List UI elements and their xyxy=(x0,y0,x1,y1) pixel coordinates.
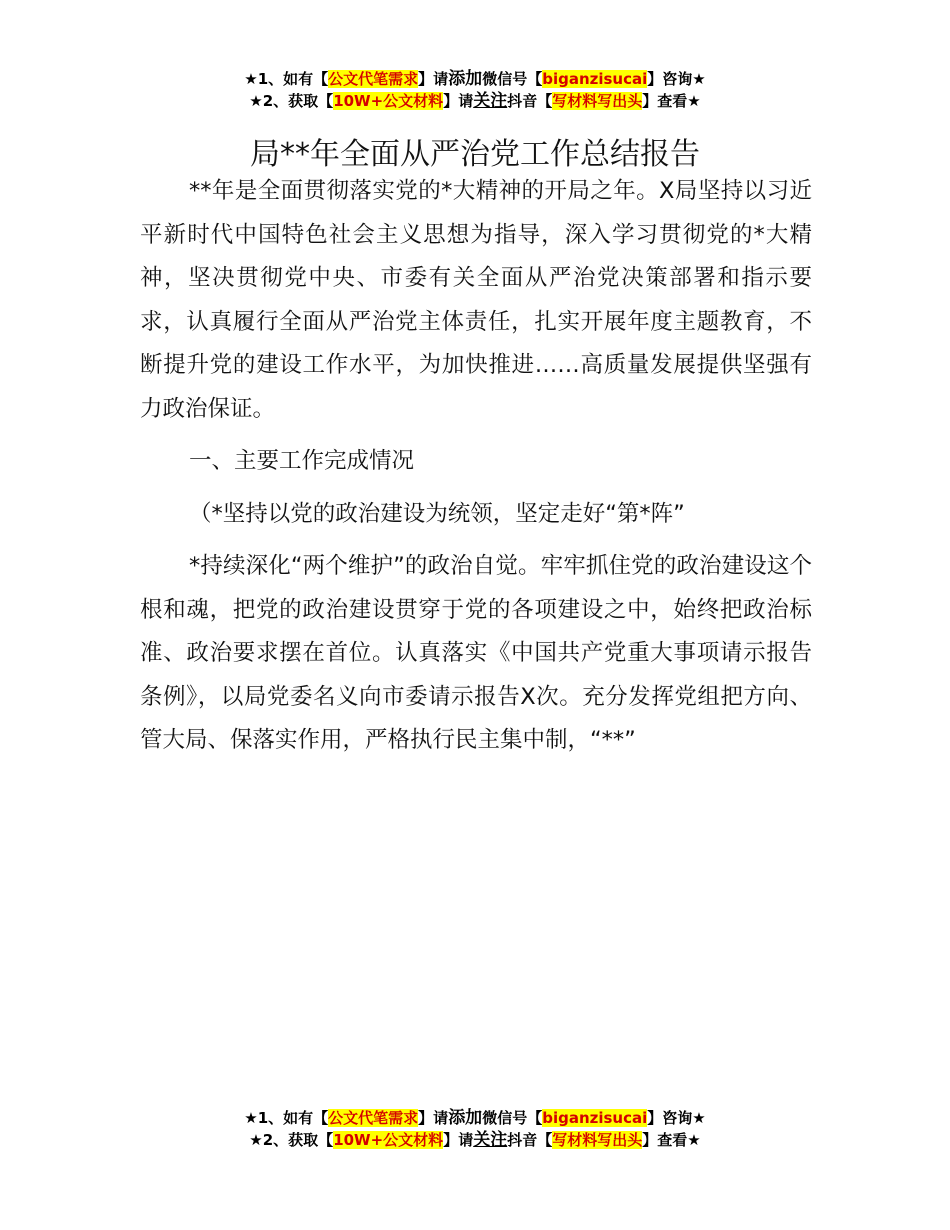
banner-text: 】咨询★ xyxy=(647,1109,706,1127)
body-paragraph: *持续深化“两个维护”的政治自觉。牢牢抓住党的政治建设这个根和魂，把党的政治建设贯穿于党的各项建设之中，始终把政治标准、政治要求摆在首位。认真落实《中国共产党重大事项请示报告条例》，以局党委名义向市委请示报告X次。充分发挥党组把方向、管大局、保落实作用，严格执行民主集中制，“**” xyxy=(140,553,812,753)
banner-text: 微信号【 xyxy=(482,70,543,88)
banner-text: ★1、如有【 xyxy=(244,1109,329,1127)
banner-text: ★2、获取【 xyxy=(249,1131,334,1149)
banner-text: 关注 xyxy=(473,91,508,111)
banner-douyin-name: 写材料写出头 xyxy=(552,1131,643,1149)
banner-text: 关注 xyxy=(473,1130,508,1150)
banner-wechat-id: biganzisucai xyxy=(542,1109,648,1127)
banner-text: 添加 xyxy=(448,1108,483,1128)
banner-text: 】查看★ xyxy=(642,92,701,110)
top-banner xyxy=(0,68,950,112)
banner-line-1 xyxy=(0,68,950,90)
banner-line-2 xyxy=(0,1129,950,1151)
banner-text: 】请 xyxy=(443,92,474,110)
banner-text: 抖音【 xyxy=(507,1131,553,1149)
banner-text: 抖音【 xyxy=(507,92,553,110)
banner-text: 添加 xyxy=(448,69,483,89)
banner-highlight: 公文代笔需求 xyxy=(328,1109,419,1127)
bottom-banner xyxy=(0,1107,950,1151)
section-heading: 一、主要工作完成情况 xyxy=(189,448,415,474)
banner-douyin-name: 写材料写出头 xyxy=(552,92,643,110)
banner-text: 】咨询★ xyxy=(647,70,706,88)
banner-text: ★2、获取【 xyxy=(249,92,334,110)
banner-text: 】请 xyxy=(418,1109,449,1127)
banner-line-2 xyxy=(0,90,950,112)
banner-highlight: 公文代笔需求 xyxy=(328,70,419,88)
intro-paragraph: **年是全面贯彻落实党的*大精神的开局之年。X局坚持以习近平新时代中国特色社会主义思想为指导，深入学习贯彻党的*大精神，坚决贯彻党中央、市委有关全面从严治党决策部署和指示要求，认真履行全面从严治党主体责任，扎实开展年度主题教育，不断提升党的建设工作水平，为加快推进……高质量发展提供坚强有力政治保证。 xyxy=(140,178,812,422)
banner-text: 】请 xyxy=(418,70,449,88)
subsection-heading: （*坚持以党的政治建设为统领，坚定走好“第*阵” xyxy=(189,500,685,527)
banner-line-1 xyxy=(0,1107,950,1129)
banner-text: ★1、如有【 xyxy=(244,70,329,88)
banner-text: 】查看★ xyxy=(642,1131,701,1149)
document-title: 局**年全面从严治党工作总结报告 xyxy=(250,137,700,173)
banner-highlight: 10W+公文材料 xyxy=(333,1131,444,1149)
banner-wechat-id: biganzisucai xyxy=(542,70,648,88)
banner-text: 微信号【 xyxy=(482,1109,543,1127)
banner-text: 】请 xyxy=(443,1131,474,1149)
banner-highlight: 10W+公文材料 xyxy=(333,92,444,110)
document-body xyxy=(140,170,812,763)
